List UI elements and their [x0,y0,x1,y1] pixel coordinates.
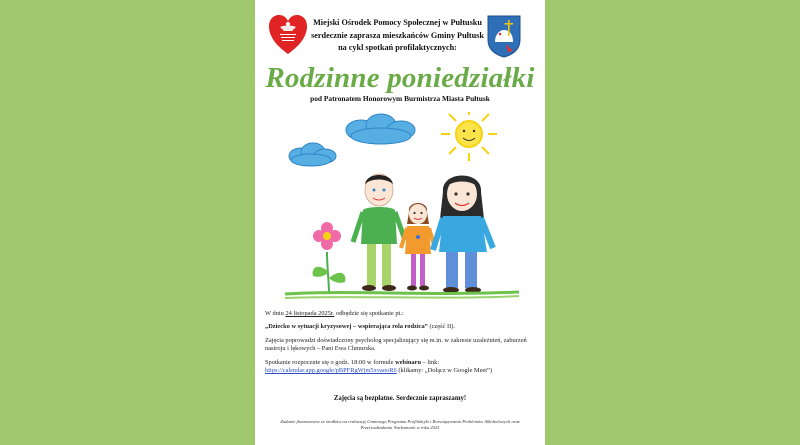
webinar-word: webinaru [395,358,422,366]
mother-figure [433,176,493,294]
event-topic: „Dziecko w sytuacji kryzysowej – wspierająca rola rodzica” [265,323,428,331]
free-invitation: Zajęcia są bezpłatne. Serdecznie zapraszamy! [333,395,467,402]
flower [313,222,346,294]
topic-suffix: (część II). [427,323,456,331]
father-figure [353,174,405,291]
date-suffix: odbędzie się spotkanie pt.: [334,310,404,317]
date-paragraph [265,310,537,318]
family-drawing [283,112,521,302]
organization-header [310,17,485,55]
start-prefix: Spotkanie rozpocznie się o godz. 18:00 w formule [265,358,396,366]
topic-paragraph [265,323,537,331]
poster [255,0,545,445]
city-crest-icon [486,14,522,58]
org-line-1: Miejski Ośrodek Pomocy Społecznej w Pułtusku [313,18,482,27]
funding-footer: Zadanie finansowane ze środków na realizację Gminnego Programu Profilaktyki i Rozwiązywania Problemów Alkoholowych oraz Przeciwdziałania Narkomanii w roku 2025 [280,419,520,430]
date-prefix: W dniu [265,310,286,317]
cloud-middle [346,114,415,144]
poster-title: Rodzinne poniedziałki [265,62,535,94]
sun [441,112,497,161]
org-line-3: na cykl spotkań profilaktycznych: [338,43,457,52]
heart-logo-icon [268,14,308,56]
lecturer-paragraph: Zajęcia poprowadzi doświadczony psycholog specjalizujący się m.in. w zakresie uzależnień, zaburzeń nastroju i lękowych – Pani Ewa Chmurska. [265,336,527,353]
grass [285,292,519,294]
patronage-line: pod Patronatem Honorowym Burmistrza Miasta Pułtusk [310,94,490,103]
event-description [265,310,537,380]
event-date: 24 listopada 2025r. [285,310,335,317]
cloud-left [289,143,336,166]
link-hint: (klikamy: „Dołącz w Google Meet”) [396,367,493,375]
org-line-2: serdecznie zaprasza mieszkańców Gminy Pułtusk [311,30,484,40]
child-figure [401,203,435,291]
start-suffix: – link: [421,358,440,366]
start-paragraph [265,359,537,376]
meeting-link[interactable]: https://calendar.app.google/pBPFRgWjm5xvaooR6 [265,367,397,375]
